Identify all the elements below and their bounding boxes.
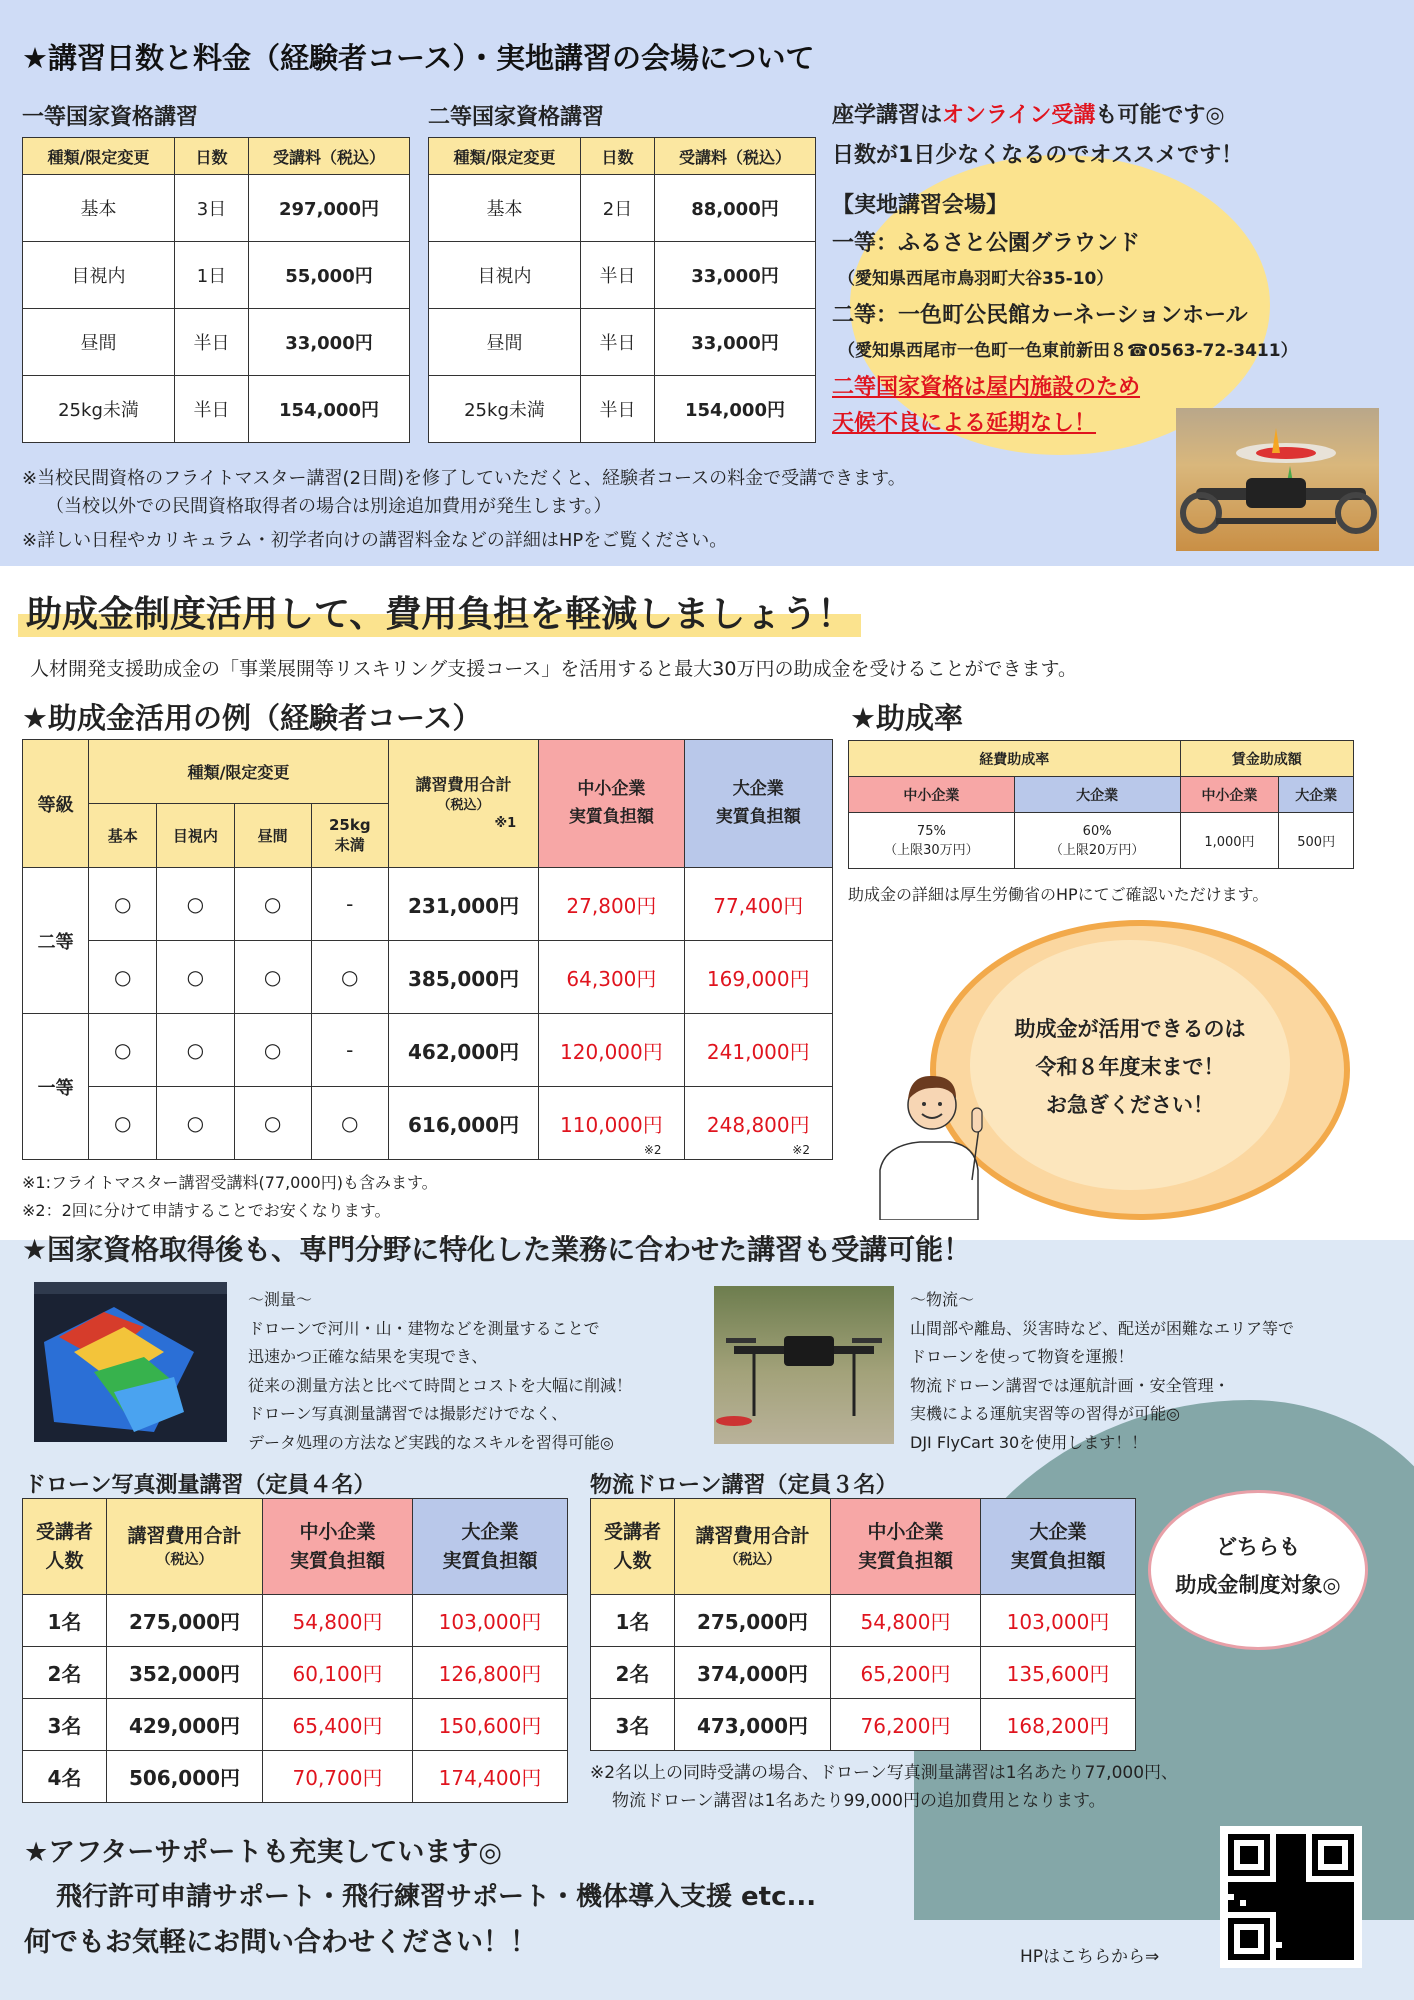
- section1-note3: ※詳しい日程やカリキュラム・初学者向けの講習料金などの詳細はHPをご覧ください。: [22, 530, 728, 551]
- large-burden-value: 241,000円: [706, 1039, 810, 1064]
- col-type: 種類/限定変更: [429, 138, 581, 175]
- drone-landing-photo: [1176, 408, 1379, 551]
- mark-cell: ○: [311, 1087, 388, 1160]
- mark-cell: ○: [234, 941, 311, 1014]
- subsidy-rate-table: [848, 740, 1354, 869]
- col-days: 日数: [175, 138, 249, 175]
- col-people: 受講者 人数: [591, 1499, 675, 1595]
- total-cell: 231,000円: [388, 868, 538, 941]
- subsidy-intro: 人材開発支援助成金の「事業展開等リスキリング支援コース」を活用すると最大30万円の助成金を受けることができます。: [30, 658, 1077, 680]
- table-cell: 4名: [23, 1751, 107, 1803]
- total-cell: 462,000円: [388, 1014, 538, 1087]
- col-type: 種類/限定変更: [89, 740, 389, 804]
- col-sme: 中小企業 実質負担額: [263, 1499, 413, 1595]
- sme-burden-cell: [539, 1087, 684, 1160]
- table-cell: 473,000円: [675, 1699, 831, 1751]
- col-grade: 等級: [23, 740, 89, 868]
- rate-note: 助成金の詳細は厚生労働省のHPにてご確認いただけます。: [848, 885, 1269, 904]
- venue2: 二等：一色町公民館カーネーションホール: [832, 303, 1248, 328]
- table-cell: 103,000円: [981, 1595, 1136, 1647]
- rate-large-wage: 大企業: [1279, 777, 1354, 813]
- hp-link-text[interactable]: HPはこちらから⇒: [1020, 1947, 1160, 1967]
- rate-title: ★助成率: [850, 701, 963, 735]
- mark-cell: ○: [157, 1087, 234, 1160]
- survey-line4: ドローン写真測量講習では撮影だけでなく、: [248, 1404, 568, 1423]
- qr-code-graphic: [1228, 1834, 1354, 1960]
- large-burden-cell: [684, 1087, 832, 1160]
- deadline-line1: 助成金が活用できるのは: [1014, 1017, 1246, 1041]
- after-support-line: 飛行許可申請サポート・飛行練習サポート・機体導入支援 etc...: [56, 1882, 817, 1912]
- logi-line1: 山間部や離島、災害時など、配送が困難なエリア等で: [910, 1318, 1295, 1338]
- sme-footnote-mark: ※2: [643, 1143, 662, 1157]
- table-row: [23, 175, 410, 242]
- table-cell: 55,000円: [249, 242, 410, 309]
- example-note2: ※2：2回に分けて申請することでお安くなります。: [22, 1201, 391, 1220]
- total-label: 講習費用合計: [415, 775, 512, 795]
- table-cell: 506,000円: [107, 1751, 263, 1803]
- mark-cell: ○: [311, 941, 388, 1014]
- logi-line2: ドローンを使って物資を運搬！: [910, 1347, 1134, 1366]
- section3-title: ★国家資格取得後も、専門分野に特化した業務に合わせた講習も受講可能！: [22, 1233, 972, 1266]
- example-note1: ※1:フライトマスター講習受講料(77,000円)も含みます。: [22, 1173, 438, 1192]
- indoor-line1: 二等国家資格は屋内施設のため: [832, 375, 1141, 400]
- total-label: 講習費用合計: [127, 1524, 242, 1547]
- table-cell: 半日: [175, 309, 249, 376]
- after-support-title: ★アフターサポートも充実しています◎: [24, 1837, 502, 1868]
- survey-head: ～測量～: [248, 1290, 313, 1309]
- survey-line1: ドローンで河川・山・建物などを測量することで: [248, 1318, 600, 1338]
- mark-cell: ○: [89, 941, 157, 1014]
- survey-3d-photo: [34, 1282, 227, 1442]
- table-cell: 2名: [591, 1647, 675, 1699]
- logistics-table-title: 物流ドローン講習（定員３名）: [590, 1473, 898, 1498]
- large-burden-value: 248,800円: [706, 1112, 810, 1137]
- table-cell: 297,000円: [249, 175, 410, 242]
- mark-cell: ○: [89, 868, 157, 941]
- large-footnote-mark: ※2: [792, 1143, 810, 1157]
- grade-label: 一等: [23, 1014, 89, 1160]
- table-cell: 目視内: [429, 242, 581, 309]
- table-row: [429, 376, 816, 443]
- online-text-b: オンライン受講: [942, 103, 1096, 128]
- col-days: 日数: [581, 138, 655, 175]
- sme-burden-cell: [539, 1014, 684, 1087]
- table-cell: 126,800円: [413, 1647, 568, 1699]
- sub-visual: 目視内: [157, 804, 234, 868]
- venue2-address: （愛知県西尾市一色町一色東前新田８☎0563-72-3411）: [838, 341, 1298, 361]
- table-cell: 33,000円: [249, 309, 410, 376]
- table-cell: 2日: [581, 175, 655, 242]
- survey-table-title: ドローン写真測量講習（定員４名）: [24, 1473, 376, 1498]
- online-text-a: 座学講習は: [832, 103, 943, 128]
- mark-cell: ○: [157, 1014, 234, 1087]
- mark-cell: ○: [157, 941, 234, 1014]
- table-cell: 3名: [23, 1699, 107, 1751]
- sme-burden-value: 64,300円: [566, 966, 657, 991]
- table-row: [23, 1014, 833, 1087]
- mark-cell: ○: [89, 1014, 157, 1087]
- table-cell: 半日: [581, 309, 655, 376]
- table-cell: 70,700円: [263, 1751, 413, 1803]
- example-title: ★助成金活用の例（経験者コース）: [22, 701, 482, 735]
- table-row: [23, 309, 410, 376]
- table-cell: 154,000円: [655, 376, 816, 443]
- logi-line4: 実機による運航実習等の習得が可能◎: [910, 1404, 1180, 1423]
- logi-line5: DJI FlyCart 30を使用します！！: [910, 1432, 1148, 1452]
- table-cell: 2名: [23, 1647, 107, 1699]
- table-cell: 基本: [429, 175, 581, 242]
- subsidy-banner: 助成金制度活用して、費用負担を軽減しましょう！: [18, 586, 861, 637]
- col-sme: 中小企業 実質負担額: [539, 740, 684, 868]
- col-fee: 受講料（税込）: [655, 138, 816, 175]
- table-cell: 昼間: [23, 309, 175, 376]
- deadline-line2: 令和８年度末まで！: [1035, 1055, 1225, 1079]
- col-type: 種類/限定変更: [23, 138, 175, 175]
- table-cell: 275,000円: [675, 1595, 831, 1647]
- rate-large: 大企業: [1014, 777, 1180, 813]
- table-cell: 3日: [175, 175, 249, 242]
- rate-val-sme: 75% （上限30万円）: [849, 813, 1015, 869]
- online-text-c: も可能です◎: [1095, 103, 1225, 128]
- venue-heading: 【実地講習会場】: [832, 193, 1009, 218]
- grade1-title: 一等国家資格講習: [22, 105, 199, 130]
- section3-note1: ※2名以上の同時受講の場合、ドローン写真測量講習は1名あたり77,000円、: [590, 1763, 1179, 1783]
- deadline-message: [960, 1010, 1300, 1124]
- table-cell: 33,000円: [655, 309, 816, 376]
- col-fee: 受講料（税込）: [249, 138, 410, 175]
- col-large: 大企業 実質負担額: [413, 1499, 568, 1595]
- section1-title: ★講習日数と料金（経験者コース）・実地講習の会場について: [22, 41, 815, 75]
- table-cell: 103,000円: [413, 1595, 568, 1647]
- both-line2: 助成金制度対象◎: [1175, 1573, 1341, 1597]
- large-burden-value: 77,400円: [713, 893, 804, 918]
- table-cell: 76,200円: [831, 1699, 981, 1751]
- table-row: [23, 242, 410, 309]
- grade2-fee-table: [428, 137, 816, 443]
- table-row: [429, 242, 816, 309]
- rate-val-sme-wage: 1,000円: [1180, 813, 1279, 869]
- mark-cell: ○: [89, 1087, 157, 1160]
- logistics-description: [910, 1286, 1294, 1457]
- qr-code[interactable]: [1220, 1826, 1362, 1968]
- delivery-drone-photo: [714, 1286, 894, 1444]
- table-cell: 168,200円: [981, 1699, 1136, 1751]
- table-cell: 275,000円: [107, 1595, 263, 1647]
- sme-burden-cell: [539, 941, 684, 1014]
- col-large: 大企業 実質負担額: [684, 740, 832, 868]
- table-cell: 半日: [581, 376, 655, 443]
- col-total: [107, 1499, 263, 1595]
- both-eligible-message: [1150, 1528, 1366, 1604]
- table-row: [591, 1699, 1136, 1751]
- table-row: [429, 175, 816, 242]
- grade1-fee-table: [22, 137, 410, 443]
- table-row: [23, 1087, 833, 1160]
- col-sme: 中小企業 実質負担額: [831, 1499, 981, 1595]
- col-total: [388, 740, 538, 868]
- table-cell: 半日: [581, 242, 655, 309]
- rate-sme-wage: 中小企業: [1180, 777, 1279, 813]
- total-label: 講習費用合計: [695, 1524, 810, 1547]
- total-note: ※1: [494, 815, 517, 831]
- table-cell: 半日: [175, 376, 249, 443]
- table-row: [23, 868, 833, 941]
- sme-burden-value: 27,800円: [566, 893, 657, 918]
- grade2-title: 二等国家資格講習: [428, 105, 605, 130]
- section1-note1: ※当校民間資格のフライトマスター講習(2日間)を修了していただくと、経験者コースの料金で受講できます。: [22, 468, 906, 489]
- table-cell: 374,000円: [675, 1647, 831, 1699]
- mark-cell: ○: [157, 868, 234, 941]
- mark-cell: -: [311, 868, 388, 941]
- rate-sme: 中小企業: [849, 777, 1015, 813]
- online-line2: 日数が1日少なくなるのでオススメです！: [832, 143, 1244, 168]
- sme-burden-value: 110,000円: [560, 1112, 663, 1137]
- table-cell: 135,600円: [981, 1647, 1136, 1699]
- total-tax: （税込）: [156, 1552, 213, 1569]
- table-cell: 基本: [23, 175, 175, 242]
- online-line1: [832, 98, 1225, 129]
- logi-head: ～物流～: [910, 1290, 975, 1309]
- sub-basic: 基本: [89, 804, 157, 868]
- table-row: [23, 1595, 568, 1647]
- large-burden-value: 169,000円: [706, 966, 810, 991]
- sme-burden-value: 120,000円: [560, 1039, 663, 1064]
- contact-line: 何でもお気軽にお問い合わせください！！: [24, 1927, 537, 1958]
- table-cell: 33,000円: [655, 242, 816, 309]
- mark-cell: -: [311, 1014, 388, 1087]
- logistics-fee-table: [590, 1498, 1136, 1751]
- section1-note2: （当校以外での民間資格取得者の場合は別途追加費用が発生します。）: [46, 496, 612, 517]
- deadline-line3: お急ぎください！: [1046, 1093, 1214, 1117]
- table-row: [23, 1751, 568, 1803]
- venue1-address: （愛知県西尾市鳥羽町大谷35-10）: [838, 269, 1114, 289]
- both-line1: どちらも: [1216, 1535, 1300, 1559]
- venue1: 一等：ふるさと公園グラウンド: [832, 231, 1141, 256]
- total-tax: （税込）: [724, 1552, 781, 1569]
- table-cell: 60,100円: [263, 1647, 413, 1699]
- table-cell: 1日: [175, 242, 249, 309]
- large-burden-cell: [684, 941, 832, 1014]
- table-cell: 65,200円: [831, 1647, 981, 1699]
- survey-line3: 従来の測量方法と比べて時間とコストを大幅に削減！: [248, 1375, 633, 1395]
- table-cell: 1名: [591, 1595, 675, 1647]
- table-row: [23, 376, 410, 443]
- table-cell: 352,000円: [107, 1647, 263, 1699]
- table-row: [591, 1647, 1136, 1699]
- table-row: [591, 1595, 1136, 1647]
- rate-val-large-wage: 500円: [1279, 813, 1354, 869]
- survey-fee-table: [22, 1498, 568, 1803]
- mark-cell: ○: [234, 1014, 311, 1087]
- sub-under25kg: 25kg 未満: [311, 804, 388, 868]
- subsidy-example-table: [22, 739, 833, 1160]
- table-row: [429, 309, 816, 376]
- table-cell: 25kg未満: [429, 376, 581, 443]
- mark-cell: ○: [234, 1087, 311, 1160]
- table-cell: 65,400円: [263, 1699, 413, 1751]
- col-large: 大企業 実質負担額: [981, 1499, 1136, 1595]
- table-cell: 150,600円: [413, 1699, 568, 1751]
- mark-cell: ○: [234, 868, 311, 941]
- table-cell: 25kg未満: [23, 376, 175, 443]
- col-total: [675, 1499, 831, 1595]
- rate-h-expense: 経費助成率: [849, 741, 1181, 777]
- total-cell: 385,000円: [388, 941, 538, 1014]
- logi-line3: 物流ドローン講習では運航計画・安全管理・: [910, 1375, 1230, 1395]
- large-burden-cell: [684, 868, 832, 941]
- section3-note2: 物流ドローン講習は1名あたり99,000円の追加費用となります。: [612, 1791, 1106, 1811]
- survey-line5: データ処理の方法など実践的なスキルを習得可能◎: [248, 1432, 614, 1452]
- sub-daytime: 昼間: [234, 804, 311, 868]
- grade-label: 二等: [23, 868, 89, 1014]
- col-people: 受講者 人数: [23, 1499, 107, 1595]
- table-cell: 3名: [591, 1699, 675, 1751]
- rate-val-large: 60% （上限20万円）: [1014, 813, 1180, 869]
- table-row: [23, 1647, 568, 1699]
- rate-h-wage: 賃金助成額: [1180, 741, 1354, 777]
- table-cell: 429,000円: [107, 1699, 263, 1751]
- survey-line2: 迅速かつ正確な結果を実現でき、: [248, 1347, 488, 1366]
- table-cell: 88,000円: [655, 175, 816, 242]
- table-cell: 54,800円: [831, 1595, 981, 1647]
- large-burden-cell: [684, 1014, 832, 1087]
- table-cell: 目視内: [23, 242, 175, 309]
- table-cell: 174,400円: [413, 1751, 568, 1803]
- total-cell: 616,000円: [388, 1087, 538, 1160]
- table-row: [23, 941, 833, 1014]
- indoor-line2: 天候不良による延期なし！: [832, 411, 1097, 436]
- table-cell: 154,000円: [249, 376, 410, 443]
- table-row: [23, 1699, 568, 1751]
- survey-description: [248, 1286, 632, 1457]
- table-cell: 昼間: [429, 309, 581, 376]
- table-cell: 54,800円: [263, 1595, 413, 1647]
- sme-burden-cell: [539, 868, 684, 941]
- total-tax: （税込）: [437, 797, 490, 813]
- table-cell: 1名: [23, 1595, 107, 1647]
